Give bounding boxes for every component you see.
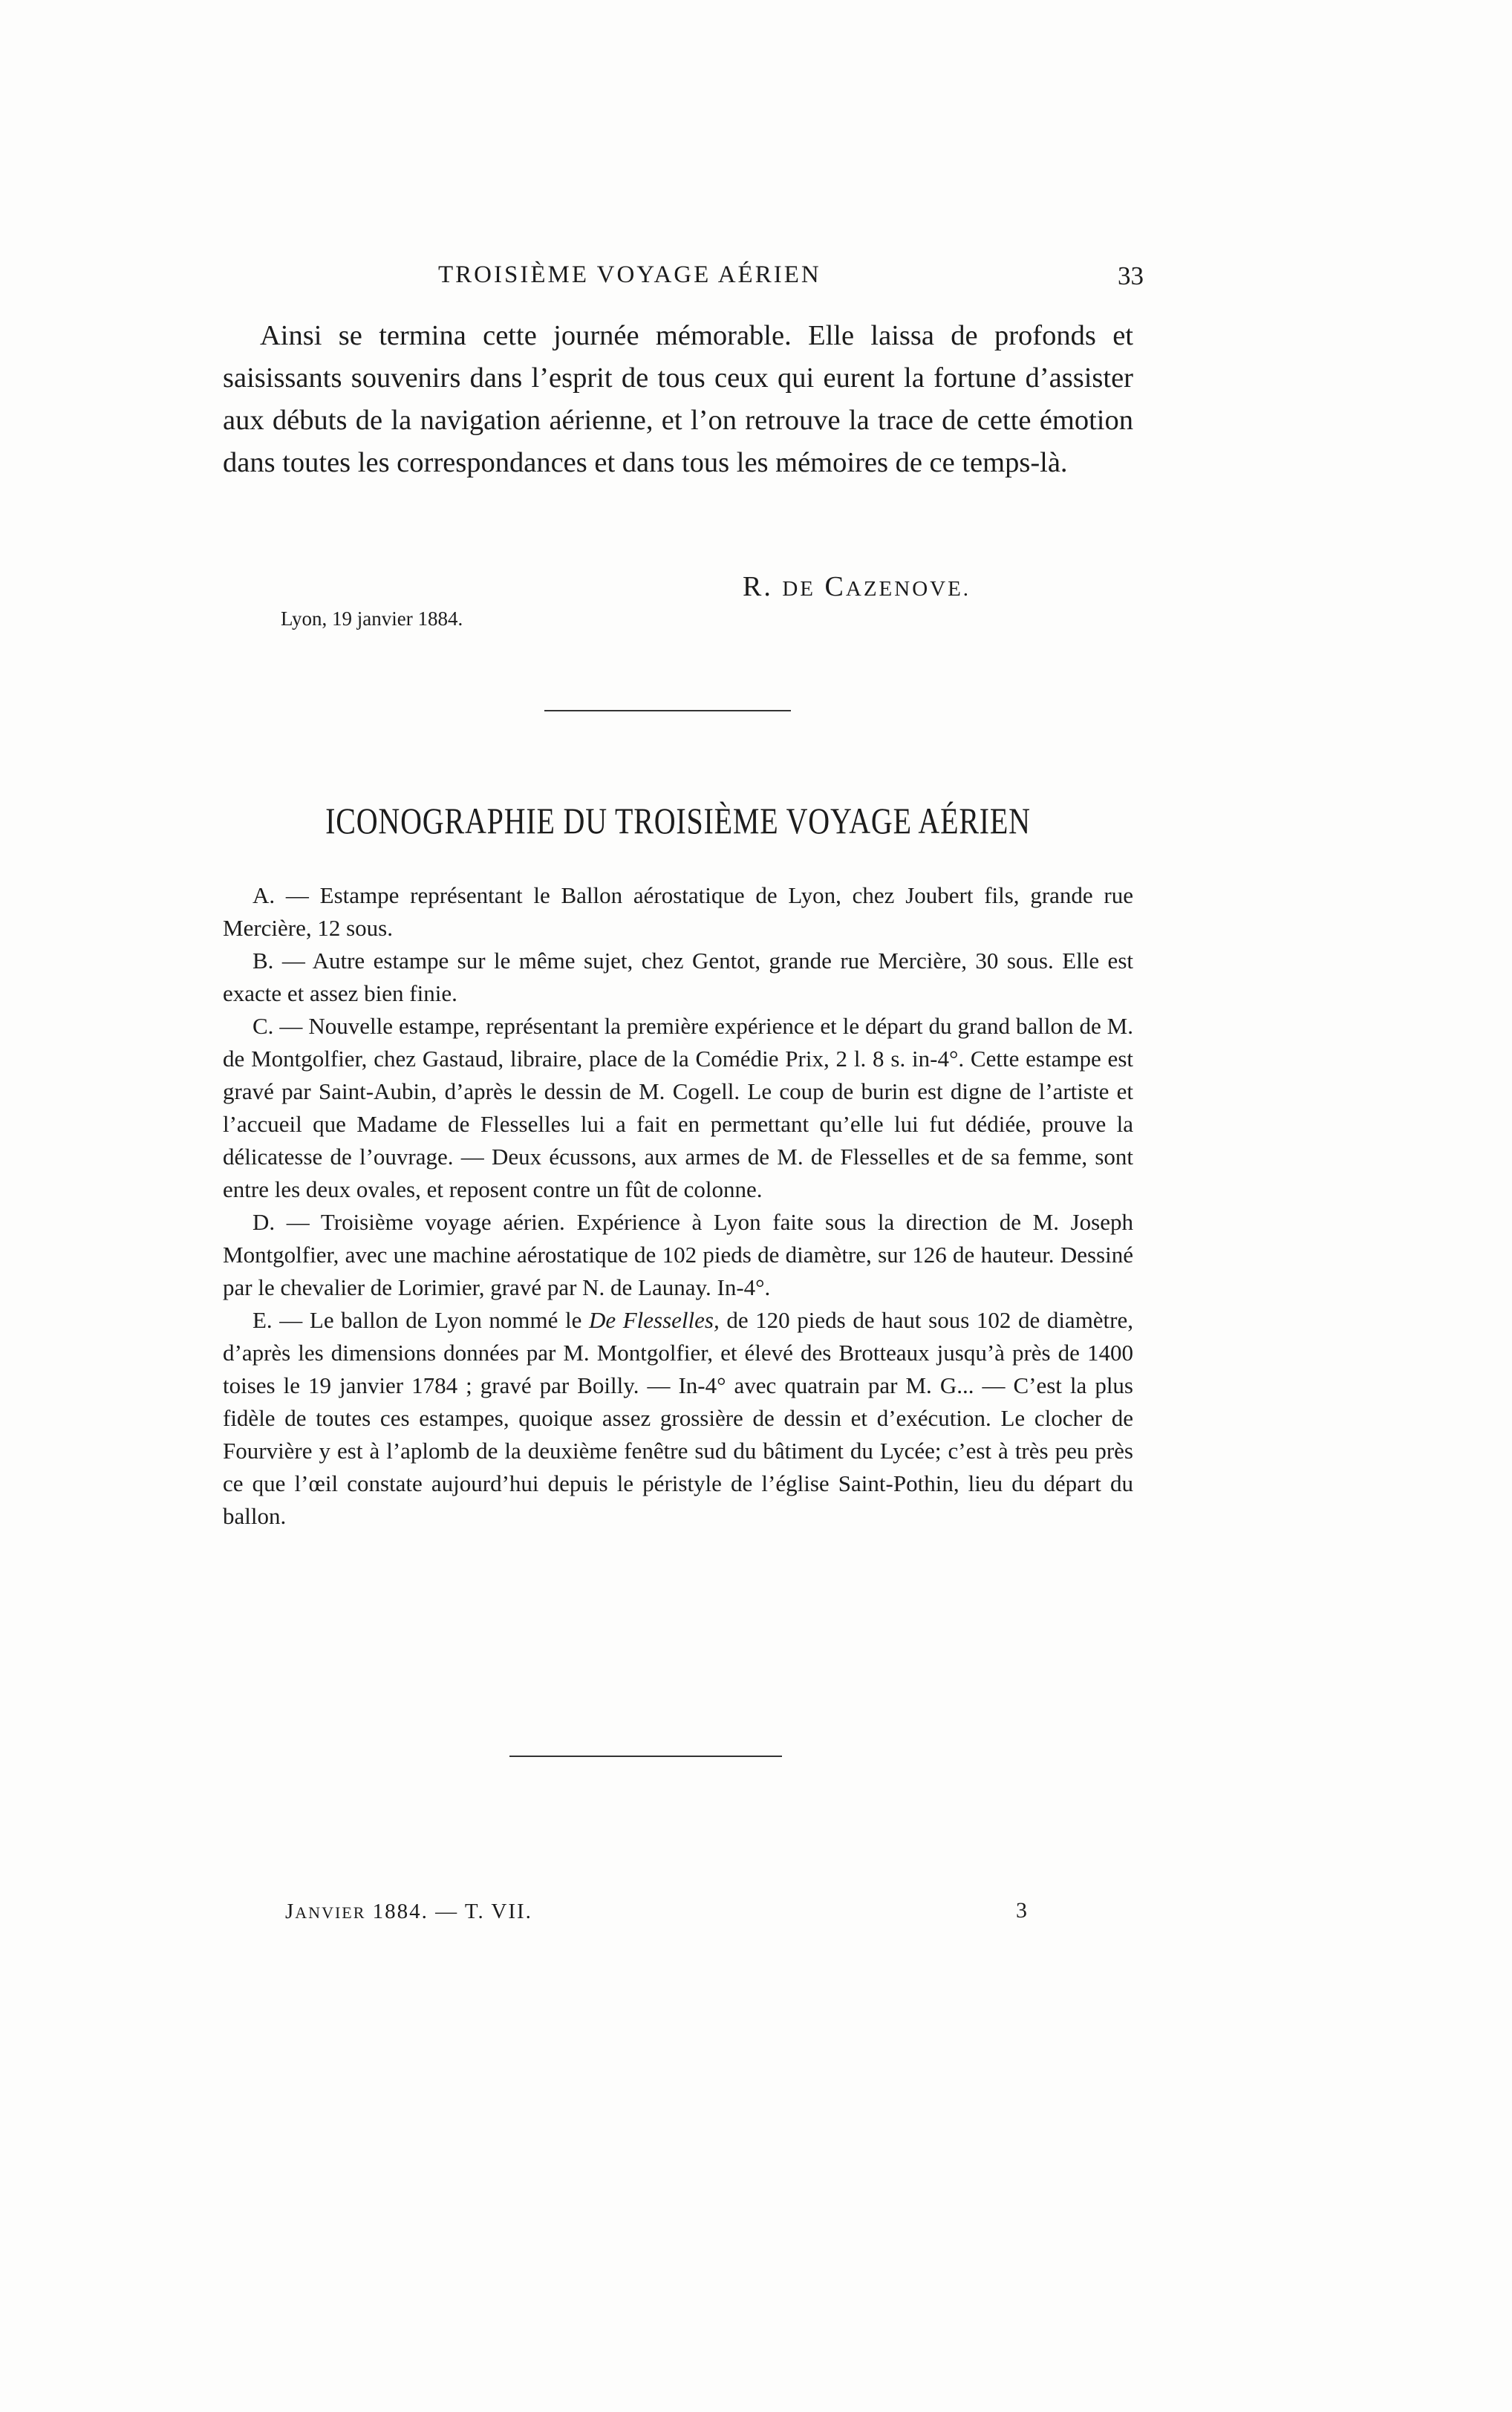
signature-name-rest: AZENOVE. [845, 577, 971, 601]
section-title: ICONOGRAPHIE DU TROISIÈME VOYAGE AÉRIEN [325, 800, 1031, 841]
signature-name-initial: C [824, 571, 846, 602]
running-title: TROISIÈME VOYAGE AÉRIEN [438, 261, 821, 288]
dateline: Lyon, 19 janvier 1884. [281, 607, 463, 630]
entry-e-rest: de 120 pieds de haut sous 102 de diamètre, d’après les dimensions données par M. Montgolfier, et élevé des Brotteaux jusqu’à près de 1400 toises le 19 janvier 1784 ; gravé par Boilly. — In-4° avec quatrain par M. G... — C’est la plus fidèle de toutes ces estampes, quoique assez grossière de dessin et d’exécution. Le clocher de Fourvière y est à l’aplomb de la deuxième fenêtre sud du bâtiment du Lycée; c’est à très peu près ce que l’œil constate aujourd’hui depuis le péristyle de l’église Saint-Pothin, lieu du départ du ballon. [223, 1307, 1134, 1529]
signature-mark: 3 [1016, 1898, 1027, 1923]
iconography-list [223, 879, 1133, 1533]
entry-e-title: De Flesselles, [588, 1307, 720, 1333]
entry-b: B. — Autre estampe sur le même sujet, chez Gentot, grande rue Mercière, 30 sous. Elle est exacte et assez bien finie. [223, 948, 1133, 1006]
footer-month-initial: J [285, 1900, 296, 1923]
page-number: 33 [1118, 261, 1144, 290]
entry-a: A. — Estampe représentant le Ballon aérostatique de Lyon, chez Joubert fils, grande rue Mercière, 12 sous. [223, 882, 1133, 941]
running-head [223, 261, 1144, 306]
entry-c: C. — Nouvelle estampe, représentant la première expérience et le départ du grand ballon de M. de Montgolfier, chez Gastaud, libraire, place de la Comédie Prix, 2 l. 8 s. in-4°. Cette estampe est gravé par Saint-Aubin, d’après le dessin de M. Cogell. Le coup de burin est digne de l’artiste et l’accueil que Madame de Flesselles lui a fait en permettant qu’elle lui fut dédiée, prouve la délicatesse de l’ouvrage. — Deux écussons, aux armes de M. de Flesselles et de sa femme, sont entre les deux ovales, et reposent contre un fût de colonne. [223, 1013, 1133, 1202]
footer-issue [285, 1900, 532, 1924]
end-divider [509, 1756, 782, 1757]
entry-d: D. — Troisième voyage aérien. Expérience à Lyon faite sous la direction de M. Joseph Montgolfier, avec une machine aérostatique de 102 pieds de diamètre, sur 126 de hauteur. Dessiné par le chevalier de Lorimier, gravé par N. de Launay. In-4°. [223, 1209, 1133, 1300]
footer-month-rest: ANVIER [295, 1903, 366, 1922]
author-signature [743, 570, 971, 603]
signature-initial: R. [743, 571, 773, 602]
signature-particle: DE [782, 577, 816, 601]
footer-year-volume: 1884. — T. VII. [372, 1900, 532, 1923]
section-divider [544, 710, 791, 711]
entry-e-lead: E. — Le ballon de Lyon nommé le [252, 1307, 589, 1333]
intro-paragraph: Ainsi se termina cette journée mémorable. Elle laissa de profonds et saisissants souvenirs dans l’esprit de tous ceux qui eurent la fortune d’assister aux débuts de la navigation aérienne, et l’on retrouve la trace de cette émotion dans toutes les correspondances et dans tous les mémoires de ce temps-là. [223, 320, 1133, 478]
entry-e [223, 1304, 1133, 1533]
